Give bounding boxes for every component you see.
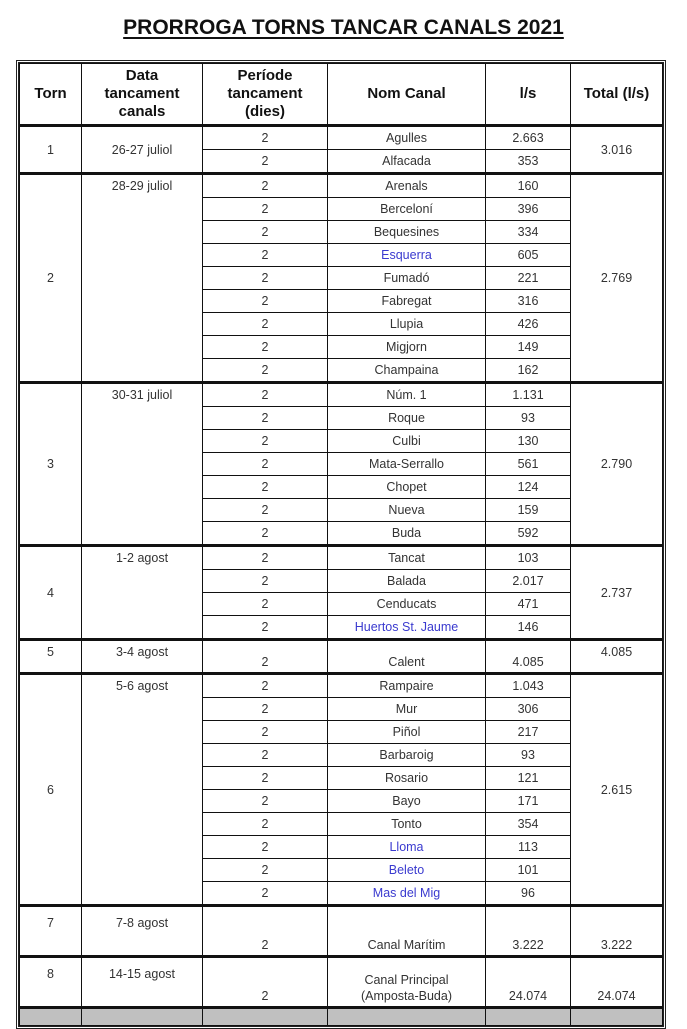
torns-table-frame bbox=[16, 60, 666, 1029]
table-row bbox=[20, 546, 663, 570]
footer-blank-cell bbox=[20, 1008, 82, 1026]
canal-name-cell bbox=[328, 721, 486, 744]
total-cell: 2.769 bbox=[571, 174, 663, 383]
footer-blank-cell bbox=[486, 1008, 571, 1026]
canal-name: Fabregat bbox=[381, 294, 432, 308]
canal-name-cell bbox=[328, 221, 486, 244]
dies-cell: 2 bbox=[203, 767, 328, 790]
canal-name: Tonto bbox=[391, 817, 422, 831]
canal-name: Agulles bbox=[386, 131, 427, 145]
canal-name: Cenducats bbox=[376, 597, 437, 611]
canal-name: Mur bbox=[395, 702, 418, 716]
header-periode-line: tancament bbox=[227, 85, 303, 102]
date-cell: 30-31 juliol bbox=[82, 383, 203, 546]
canal-name-cell bbox=[328, 744, 486, 767]
canal-name: Mata-Serrallo bbox=[368, 457, 445, 471]
canal-name-cell bbox=[328, 383, 486, 407]
dies-cell: 2 bbox=[203, 721, 328, 744]
canal-name-cell bbox=[328, 570, 486, 593]
ls-cell: 3.222 bbox=[486, 906, 571, 957]
canal-name-cell bbox=[328, 290, 486, 313]
torn-cell: 7 bbox=[20, 906, 82, 957]
canal-name: Champaina bbox=[374, 363, 439, 377]
date-cell: 7-8 agost bbox=[82, 906, 203, 957]
dies-cell: 2 bbox=[203, 453, 328, 476]
ls-cell: 561 bbox=[486, 453, 571, 476]
ls-cell: 113 bbox=[486, 836, 571, 859]
canal-name-cell bbox=[328, 453, 486, 476]
ls-cell: 334 bbox=[486, 221, 571, 244]
total-cell: 4.085 bbox=[571, 640, 663, 674]
header-data-line: Data bbox=[125, 67, 159, 84]
canal-name: Chopet bbox=[386, 480, 427, 494]
total-cell: 24.074 bbox=[571, 957, 663, 1008]
date-cell: 28-29 juliol bbox=[82, 174, 203, 383]
torn-cell: 5 bbox=[20, 640, 82, 674]
dies-cell: 2 bbox=[203, 336, 328, 359]
dies-cell: 2 bbox=[203, 957, 328, 1008]
header-periode-line: Període bbox=[237, 67, 293, 84]
canal-name: (Amposta-Buda) bbox=[360, 989, 452, 1003]
table-row bbox=[20, 674, 663, 698]
canal-name: Rampaire bbox=[379, 679, 434, 693]
canal-name-cell bbox=[328, 957, 486, 1008]
canal-name-cell bbox=[328, 499, 486, 522]
date-cell: 26-27 juliol bbox=[82, 126, 203, 174]
total-cell: 3.016 bbox=[571, 126, 663, 174]
canal-name-cell bbox=[328, 593, 486, 616]
dies-cell: 2 bbox=[203, 476, 328, 499]
ls-cell: 96 bbox=[486, 882, 571, 906]
dies-cell: 2 bbox=[203, 744, 328, 767]
canal-name-cell bbox=[328, 698, 486, 721]
canal-name: Bayo bbox=[392, 794, 421, 808]
dies-cell: 2 bbox=[203, 906, 328, 957]
canal-name-cell bbox=[328, 174, 486, 198]
header-periode bbox=[203, 64, 328, 126]
ls-cell: 146 bbox=[486, 616, 571, 640]
dies-cell: 2 bbox=[203, 836, 328, 859]
canal-name-cell bbox=[328, 522, 486, 546]
ls-cell: 396 bbox=[486, 198, 571, 221]
ls-cell: 160 bbox=[486, 174, 571, 198]
header-torn: Torn bbox=[20, 64, 82, 126]
ls-cell: 124 bbox=[486, 476, 571, 499]
dies-cell: 2 bbox=[203, 407, 328, 430]
header-row bbox=[20, 64, 663, 126]
header-data bbox=[82, 64, 203, 126]
canal-name: Tancat bbox=[388, 551, 425, 565]
ls-cell: 306 bbox=[486, 698, 571, 721]
canal-name-cell bbox=[328, 359, 486, 383]
table-row bbox=[20, 126, 663, 150]
canal-name-cell bbox=[328, 640, 486, 674]
torn-cell: 8 bbox=[20, 957, 82, 1008]
canal-name-cell bbox=[328, 767, 486, 790]
canal-name-cell bbox=[328, 674, 486, 698]
canal-name-cell bbox=[328, 198, 486, 221]
ls-cell: 162 bbox=[486, 359, 571, 383]
canal-name: Migjorn bbox=[386, 340, 427, 354]
table-row bbox=[20, 957, 663, 1008]
ls-cell: 354 bbox=[486, 813, 571, 836]
header-total: Total (l/s) bbox=[571, 64, 663, 126]
canal-name: Buda bbox=[391, 526, 422, 540]
header-nom-canal: Nom Canal bbox=[328, 64, 486, 126]
table-row bbox=[20, 174, 663, 198]
ls-cell: 592 bbox=[486, 522, 571, 546]
canal-name-cell bbox=[328, 836, 486, 859]
ls-cell: 121 bbox=[486, 767, 571, 790]
header-ls: l/s bbox=[486, 64, 571, 126]
canal-name: Lloma bbox=[389, 840, 424, 854]
canal-name: Canal Principal bbox=[364, 973, 449, 987]
torn-cell: 3 bbox=[20, 383, 82, 546]
dies-cell: 2 bbox=[203, 859, 328, 882]
canal-name-cell bbox=[328, 616, 486, 640]
ls-cell: 2.663 bbox=[486, 126, 571, 150]
canal-name: Calent bbox=[388, 655, 425, 669]
canal-name: Roque bbox=[388, 411, 425, 425]
header-data-line: tancament bbox=[104, 85, 180, 102]
canal-name: Fumadó bbox=[383, 271, 430, 285]
table-row bbox=[20, 906, 663, 957]
ls-cell: 171 bbox=[486, 790, 571, 813]
canal-name: Canal Marítim bbox=[367, 938, 446, 952]
footer-blank-cell bbox=[571, 1008, 663, 1026]
dies-cell: 2 bbox=[203, 244, 328, 267]
torns-table bbox=[19, 63, 663, 1026]
ls-cell: 149 bbox=[486, 336, 571, 359]
canal-name-cell bbox=[328, 859, 486, 882]
dies-cell: 2 bbox=[203, 198, 328, 221]
torn-cell: 4 bbox=[20, 546, 82, 640]
dies-cell: 2 bbox=[203, 290, 328, 313]
torn-cell: 2 bbox=[20, 174, 82, 383]
dies-cell: 2 bbox=[203, 267, 328, 290]
dies-cell: 2 bbox=[203, 616, 328, 640]
dies-cell: 2 bbox=[203, 499, 328, 522]
dies-cell: 2 bbox=[203, 313, 328, 336]
canal-name: Mas del Mig bbox=[372, 886, 441, 900]
total-cell: 2.790 bbox=[571, 383, 663, 546]
dies-cell: 2 bbox=[203, 126, 328, 150]
canal-name: Beleto bbox=[388, 863, 425, 877]
canal-name-cell bbox=[328, 790, 486, 813]
ls-cell: 605 bbox=[486, 244, 571, 267]
canal-name: Berceloní bbox=[380, 202, 433, 216]
canal-name: Nueva bbox=[388, 503, 425, 517]
dies-cell: 2 bbox=[203, 359, 328, 383]
dies-cell: 2 bbox=[203, 430, 328, 453]
table-row bbox=[20, 383, 663, 407]
header-periode-line: (dies) bbox=[244, 103, 285, 120]
dies-cell: 2 bbox=[203, 698, 328, 721]
dies-cell: 2 bbox=[203, 150, 328, 174]
ls-cell: 24.074 bbox=[486, 957, 571, 1008]
footer-blank-cell bbox=[203, 1008, 328, 1026]
dies-cell: 2 bbox=[203, 546, 328, 570]
ls-cell: 93 bbox=[486, 407, 571, 430]
canal-name-cell bbox=[328, 313, 486, 336]
canal-name-cell bbox=[328, 336, 486, 359]
canal-name: Culbi bbox=[392, 434, 421, 448]
canal-name: Barbaroig bbox=[379, 748, 434, 762]
dies-cell: 2 bbox=[203, 522, 328, 546]
ls-cell: 217 bbox=[486, 721, 571, 744]
date-cell: 3-4 agost bbox=[82, 640, 203, 674]
canal-name: Llupia bbox=[389, 317, 424, 331]
footer-blank-cell bbox=[82, 1008, 203, 1026]
canal-name-cell bbox=[328, 813, 486, 836]
dies-cell: 2 bbox=[203, 790, 328, 813]
canal-name: Piñol bbox=[392, 725, 421, 739]
canal-name-cell bbox=[328, 244, 486, 267]
ls-cell: 426 bbox=[486, 313, 571, 336]
dies-cell: 2 bbox=[203, 882, 328, 906]
torn-cell: 1 bbox=[20, 126, 82, 174]
footer-blank-row bbox=[20, 1008, 663, 1026]
dies-cell: 2 bbox=[203, 570, 328, 593]
torn-cell: 6 bbox=[20, 674, 82, 906]
header-data-line: canals bbox=[118, 103, 166, 120]
ls-cell: 2.017 bbox=[486, 570, 571, 593]
dies-cell: 2 bbox=[203, 383, 328, 407]
canal-name-cell bbox=[328, 906, 486, 957]
ls-cell: 4.085 bbox=[486, 640, 571, 674]
ls-cell: 159 bbox=[486, 499, 571, 522]
canal-name: Balada bbox=[387, 574, 426, 588]
ls-cell: 130 bbox=[486, 430, 571, 453]
canal-name: Esquerra bbox=[381, 248, 432, 262]
canal-name-cell bbox=[328, 267, 486, 290]
date-cell: 1-2 agost bbox=[82, 546, 203, 640]
footer-blank-cell bbox=[328, 1008, 486, 1026]
canal-name-cell bbox=[328, 126, 486, 150]
canal-name: Huertos St. Jaume bbox=[354, 620, 459, 634]
total-cell: 2.615 bbox=[571, 674, 663, 906]
dies-cell: 2 bbox=[203, 174, 328, 198]
title-text: PRORROGA TORNS TANCAR CANALS 2021 bbox=[123, 16, 564, 39]
ls-cell: 471 bbox=[486, 593, 571, 616]
ls-cell: 316 bbox=[486, 290, 571, 313]
canal-name: Alfacada bbox=[382, 154, 431, 168]
canal-name: Rosario bbox=[384, 771, 429, 785]
dies-cell: 2 bbox=[203, 674, 328, 698]
dies-cell: 2 bbox=[203, 221, 328, 244]
dies-cell: 2 bbox=[203, 640, 328, 674]
canal-name-cell bbox=[328, 476, 486, 499]
ls-cell: 101 bbox=[486, 859, 571, 882]
canal-name: Núm. 1 bbox=[386, 388, 427, 402]
ls-cell: 1.043 bbox=[486, 674, 571, 698]
document-title bbox=[0, 16, 687, 40]
table-row bbox=[20, 640, 663, 674]
ls-cell: 353 bbox=[486, 150, 571, 174]
date-cell: 5-6 agost bbox=[82, 674, 203, 906]
canal-name-cell bbox=[328, 546, 486, 570]
canal-name: Bequesines bbox=[373, 225, 440, 239]
dies-cell: 2 bbox=[203, 593, 328, 616]
ls-cell: 1.131 bbox=[486, 383, 571, 407]
canal-name-cell bbox=[328, 407, 486, 430]
ls-cell: 103 bbox=[486, 546, 571, 570]
ls-cell: 221 bbox=[486, 267, 571, 290]
canal-name: Arenals bbox=[385, 179, 428, 193]
canal-name-cell bbox=[328, 150, 486, 174]
dies-cell: 2 bbox=[203, 813, 328, 836]
total-cell: 3.222 bbox=[571, 906, 663, 957]
date-cell: 14-15 agost bbox=[82, 957, 203, 1008]
total-cell: 2.737 bbox=[571, 546, 663, 640]
canal-name-cell bbox=[328, 430, 486, 453]
table-body bbox=[20, 126, 663, 1026]
ls-cell: 93 bbox=[486, 744, 571, 767]
canal-name-cell bbox=[328, 882, 486, 906]
